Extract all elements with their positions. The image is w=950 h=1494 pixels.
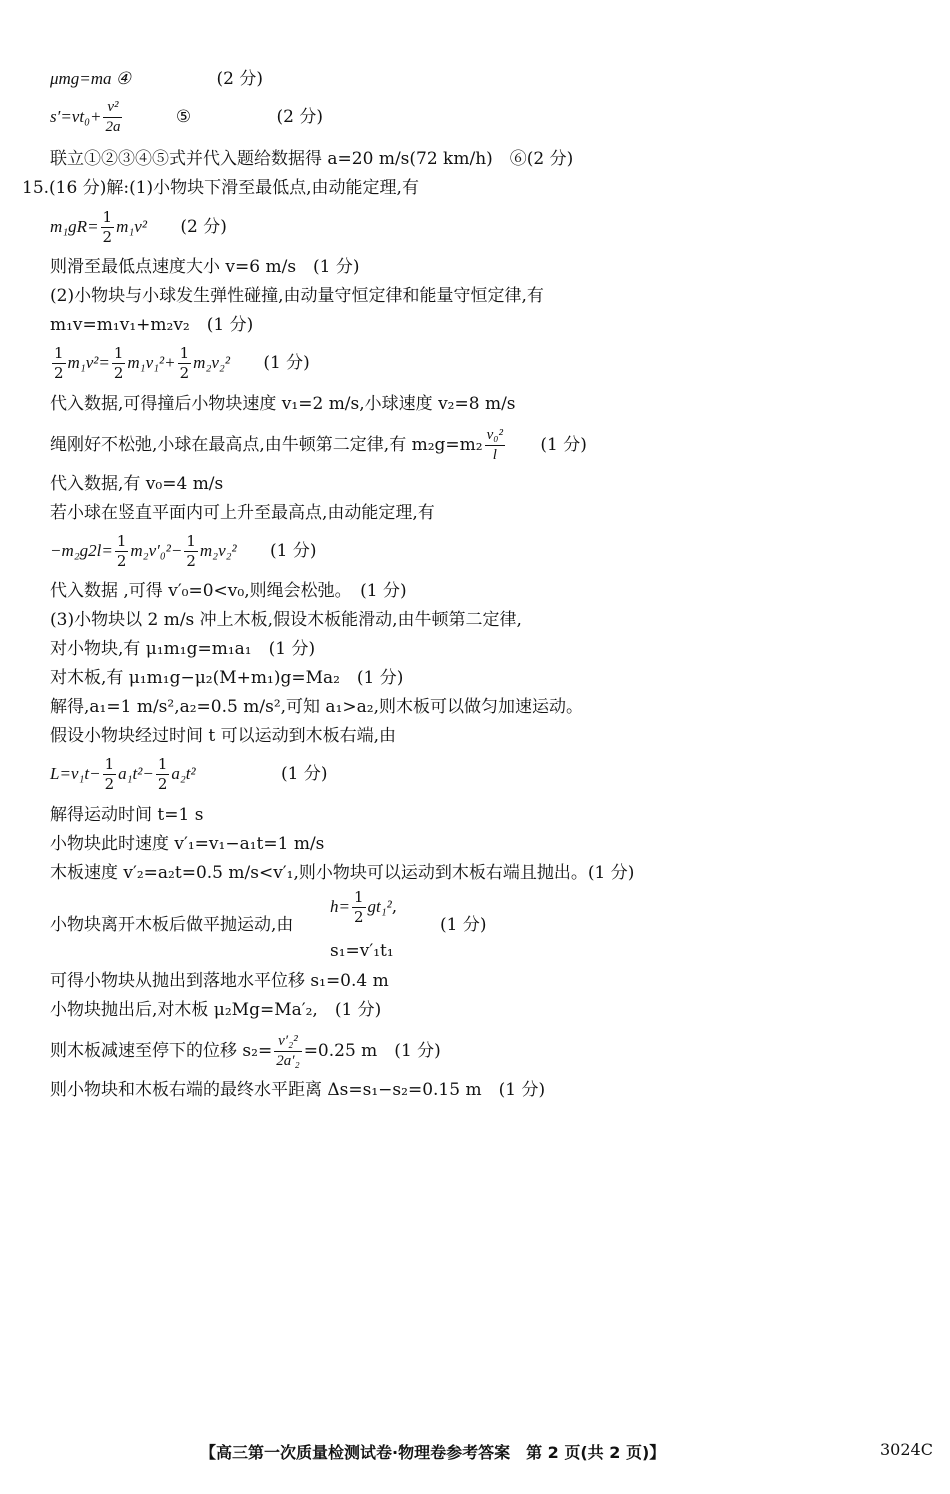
fraction bbox=[112, 346, 126, 381]
text-line: (3)小物块以 2 m/s 冲上木板,假设木板能滑动,由牛顿第二定律, bbox=[50, 610, 522, 630]
denominator: 2 bbox=[54, 364, 64, 382]
eq-line: 小物块离开木板后做平抛运动,由 bbox=[50, 915, 294, 935]
equation: m₂v₂² bbox=[193, 353, 230, 372]
eq-line-4 bbox=[50, 68, 263, 90]
text-line: 小物块此时速度 v′₁=v₁−a₁t=1 m/s bbox=[50, 834, 325, 854]
score: (1 分) bbox=[281, 764, 328, 784]
fraction bbox=[103, 757, 117, 792]
equation: μmg=ma ④ bbox=[50, 69, 132, 88]
numerator: 1 bbox=[113, 344, 124, 362]
text-line: 则滑至最低点速度大小 v=6 m/s (1 分) bbox=[50, 257, 360, 277]
text-line: 代入数据,可得撞后小物块速度 v₁=2 m/s,小球速度 v₂=8 m/s bbox=[50, 394, 516, 414]
conclusion-line: 联立①②③④⑤式并代入题给数据得 a=20 m/s(72 km/h) ⑥(2 分) bbox=[50, 149, 574, 169]
fraction bbox=[52, 346, 66, 381]
text-line: 代入数据,有 v₀=4 m/s bbox=[50, 474, 224, 494]
fraction bbox=[156, 757, 170, 792]
fraction bbox=[184, 534, 198, 569]
denominator: 2 bbox=[179, 364, 190, 382]
eq-system-top: h= $\frac{1}{2}$ gt₁², bbox=[330, 888, 398, 926]
numerator: 1 bbox=[157, 755, 168, 773]
eq-line bbox=[50, 534, 317, 569]
numerator: 1 bbox=[116, 532, 127, 550]
text: 绳刚好不松弛,小球在最高点,由牛顿第二定律,有 m₂g=m₂ bbox=[50, 435, 483, 455]
denominator: 2a bbox=[105, 119, 121, 135]
page-footer: 【高三第一次质量检测试卷·物理卷参考答案 第 2 页(共 2 页)】 bbox=[200, 1443, 666, 1462]
score: (1 分) bbox=[263, 353, 310, 373]
denominator: l bbox=[492, 447, 497, 463]
fraction bbox=[115, 534, 129, 569]
fraction bbox=[101, 210, 115, 245]
text-line: 对木板,有 μ₁m₁g−μ₂(M+m₁)g=Ma₂ (1 分) bbox=[50, 668, 404, 688]
text-line: 解得,a₁=1 m/s²,a₂=0.5 m/s²,可知 a₁>a₂,则木板可以做匀加速运动。 bbox=[50, 697, 583, 717]
eq-line bbox=[50, 428, 587, 463]
equation: m₁v² bbox=[116, 217, 147, 236]
score: (2 分) bbox=[276, 107, 324, 127]
score: (2 分) bbox=[180, 217, 227, 237]
numerator: 1 bbox=[179, 344, 190, 362]
denominator: 2 bbox=[104, 775, 115, 793]
text-line: 可得小物块从抛出到落地水平位移 s₁=0.4 m bbox=[50, 971, 389, 991]
eq-line: m₁v=m₁v₁+m₂v₂ (1 分) bbox=[50, 315, 254, 335]
equation: m₁gR= bbox=[50, 217, 99, 236]
equation: m₁v²= bbox=[67, 353, 110, 372]
equation: m₂v′₀²− bbox=[130, 541, 183, 560]
numerator: 1 bbox=[54, 344, 64, 362]
equation: L=v₁t− bbox=[50, 764, 101, 783]
denominator: 2a′₂ bbox=[276, 1053, 300, 1069]
numerator: 1 bbox=[102, 208, 113, 226]
text-line: 若小球在竖直平面内可上升至最高点,由动能定理,有 bbox=[50, 503, 435, 523]
numerator: v₀² bbox=[485, 428, 505, 446]
tag: ⑤ bbox=[175, 107, 192, 127]
score: (1 分) bbox=[540, 435, 587, 455]
numerator: 1 bbox=[353, 888, 364, 906]
text-line: 小物块抛出后,对木板 μ₂Mg=Ma′₂, (1 分) bbox=[50, 1000, 382, 1020]
paper-code: 3024C bbox=[880, 1440, 933, 1459]
score: (1 分) bbox=[440, 915, 487, 935]
equation: h= bbox=[330, 897, 350, 916]
numerator: v′₂² bbox=[274, 1034, 302, 1052]
fraction bbox=[352, 890, 366, 925]
equation: −m₂g2l= bbox=[50, 541, 113, 560]
equation: m₂v₂² bbox=[199, 541, 237, 560]
text-line: 则小物块和木板右端的最终水平距离 Δs=s₁−s₂=0.15 m (1 分) bbox=[50, 1080, 546, 1100]
denominator: 2 bbox=[113, 364, 124, 382]
text-line: 解得运动时间 t=1 s bbox=[50, 805, 204, 825]
eq-line bbox=[50, 346, 310, 381]
equation: s′=vt₀+ bbox=[50, 107, 102, 126]
text-line: 对小物块,有 μ₁m₁g=m₁a₁ (1 分) bbox=[50, 639, 316, 659]
equation: gt₁² bbox=[367, 897, 392, 916]
equation: a₂t² bbox=[171, 764, 196, 783]
numerator: 1 bbox=[186, 532, 196, 550]
text-line: 木板速度 v′₂=a₂t=0.5 m/s<v′₁,则小物块可以运动到木板右端且抛出。(1 分) bbox=[50, 863, 635, 883]
fraction bbox=[178, 346, 192, 381]
denominator: 2 bbox=[353, 908, 364, 926]
denominator: 2 bbox=[186, 552, 196, 570]
numerator: v² bbox=[103, 100, 122, 118]
question-15-header: 15.(16 分)解:(1)小物块下滑至最低点,由动能定理,有 bbox=[22, 178, 419, 198]
text: 则木板减速至停下的位移 s₂= bbox=[50, 1041, 273, 1061]
fraction bbox=[274, 1034, 302, 1069]
fraction bbox=[103, 100, 122, 135]
equation: a₁t²− bbox=[118, 764, 154, 783]
denominator: 2 bbox=[116, 552, 127, 570]
eq-system-bottom: s₁=v′₁t₁ bbox=[330, 941, 394, 961]
text-line: (2)小物块与小球发生弹性碰撞,由动量守恒定律和能量守恒定律,有 bbox=[50, 286, 544, 306]
score: (2 分) bbox=[216, 69, 263, 89]
equation: m₁v₁²+ bbox=[127, 353, 176, 372]
text-line: 假设小物块经过时间 t 可以运动到木板右端,由 bbox=[50, 726, 397, 746]
denominator: 2 bbox=[102, 228, 113, 246]
eq-line bbox=[50, 1034, 441, 1069]
score: (1 分) bbox=[270, 541, 317, 561]
eq-line bbox=[50, 757, 328, 792]
numerator: 1 bbox=[104, 755, 115, 773]
eq-line-5 bbox=[50, 100, 323, 135]
text-line: 代入数据 ,可得 v′₀=0<v₀,则绳会松弛。 (1 分) bbox=[50, 581, 407, 601]
eq-line bbox=[50, 210, 227, 245]
text: =0.25 m (1 分) bbox=[303, 1041, 441, 1061]
fraction bbox=[485, 428, 505, 463]
denominator: 2 bbox=[157, 775, 168, 793]
